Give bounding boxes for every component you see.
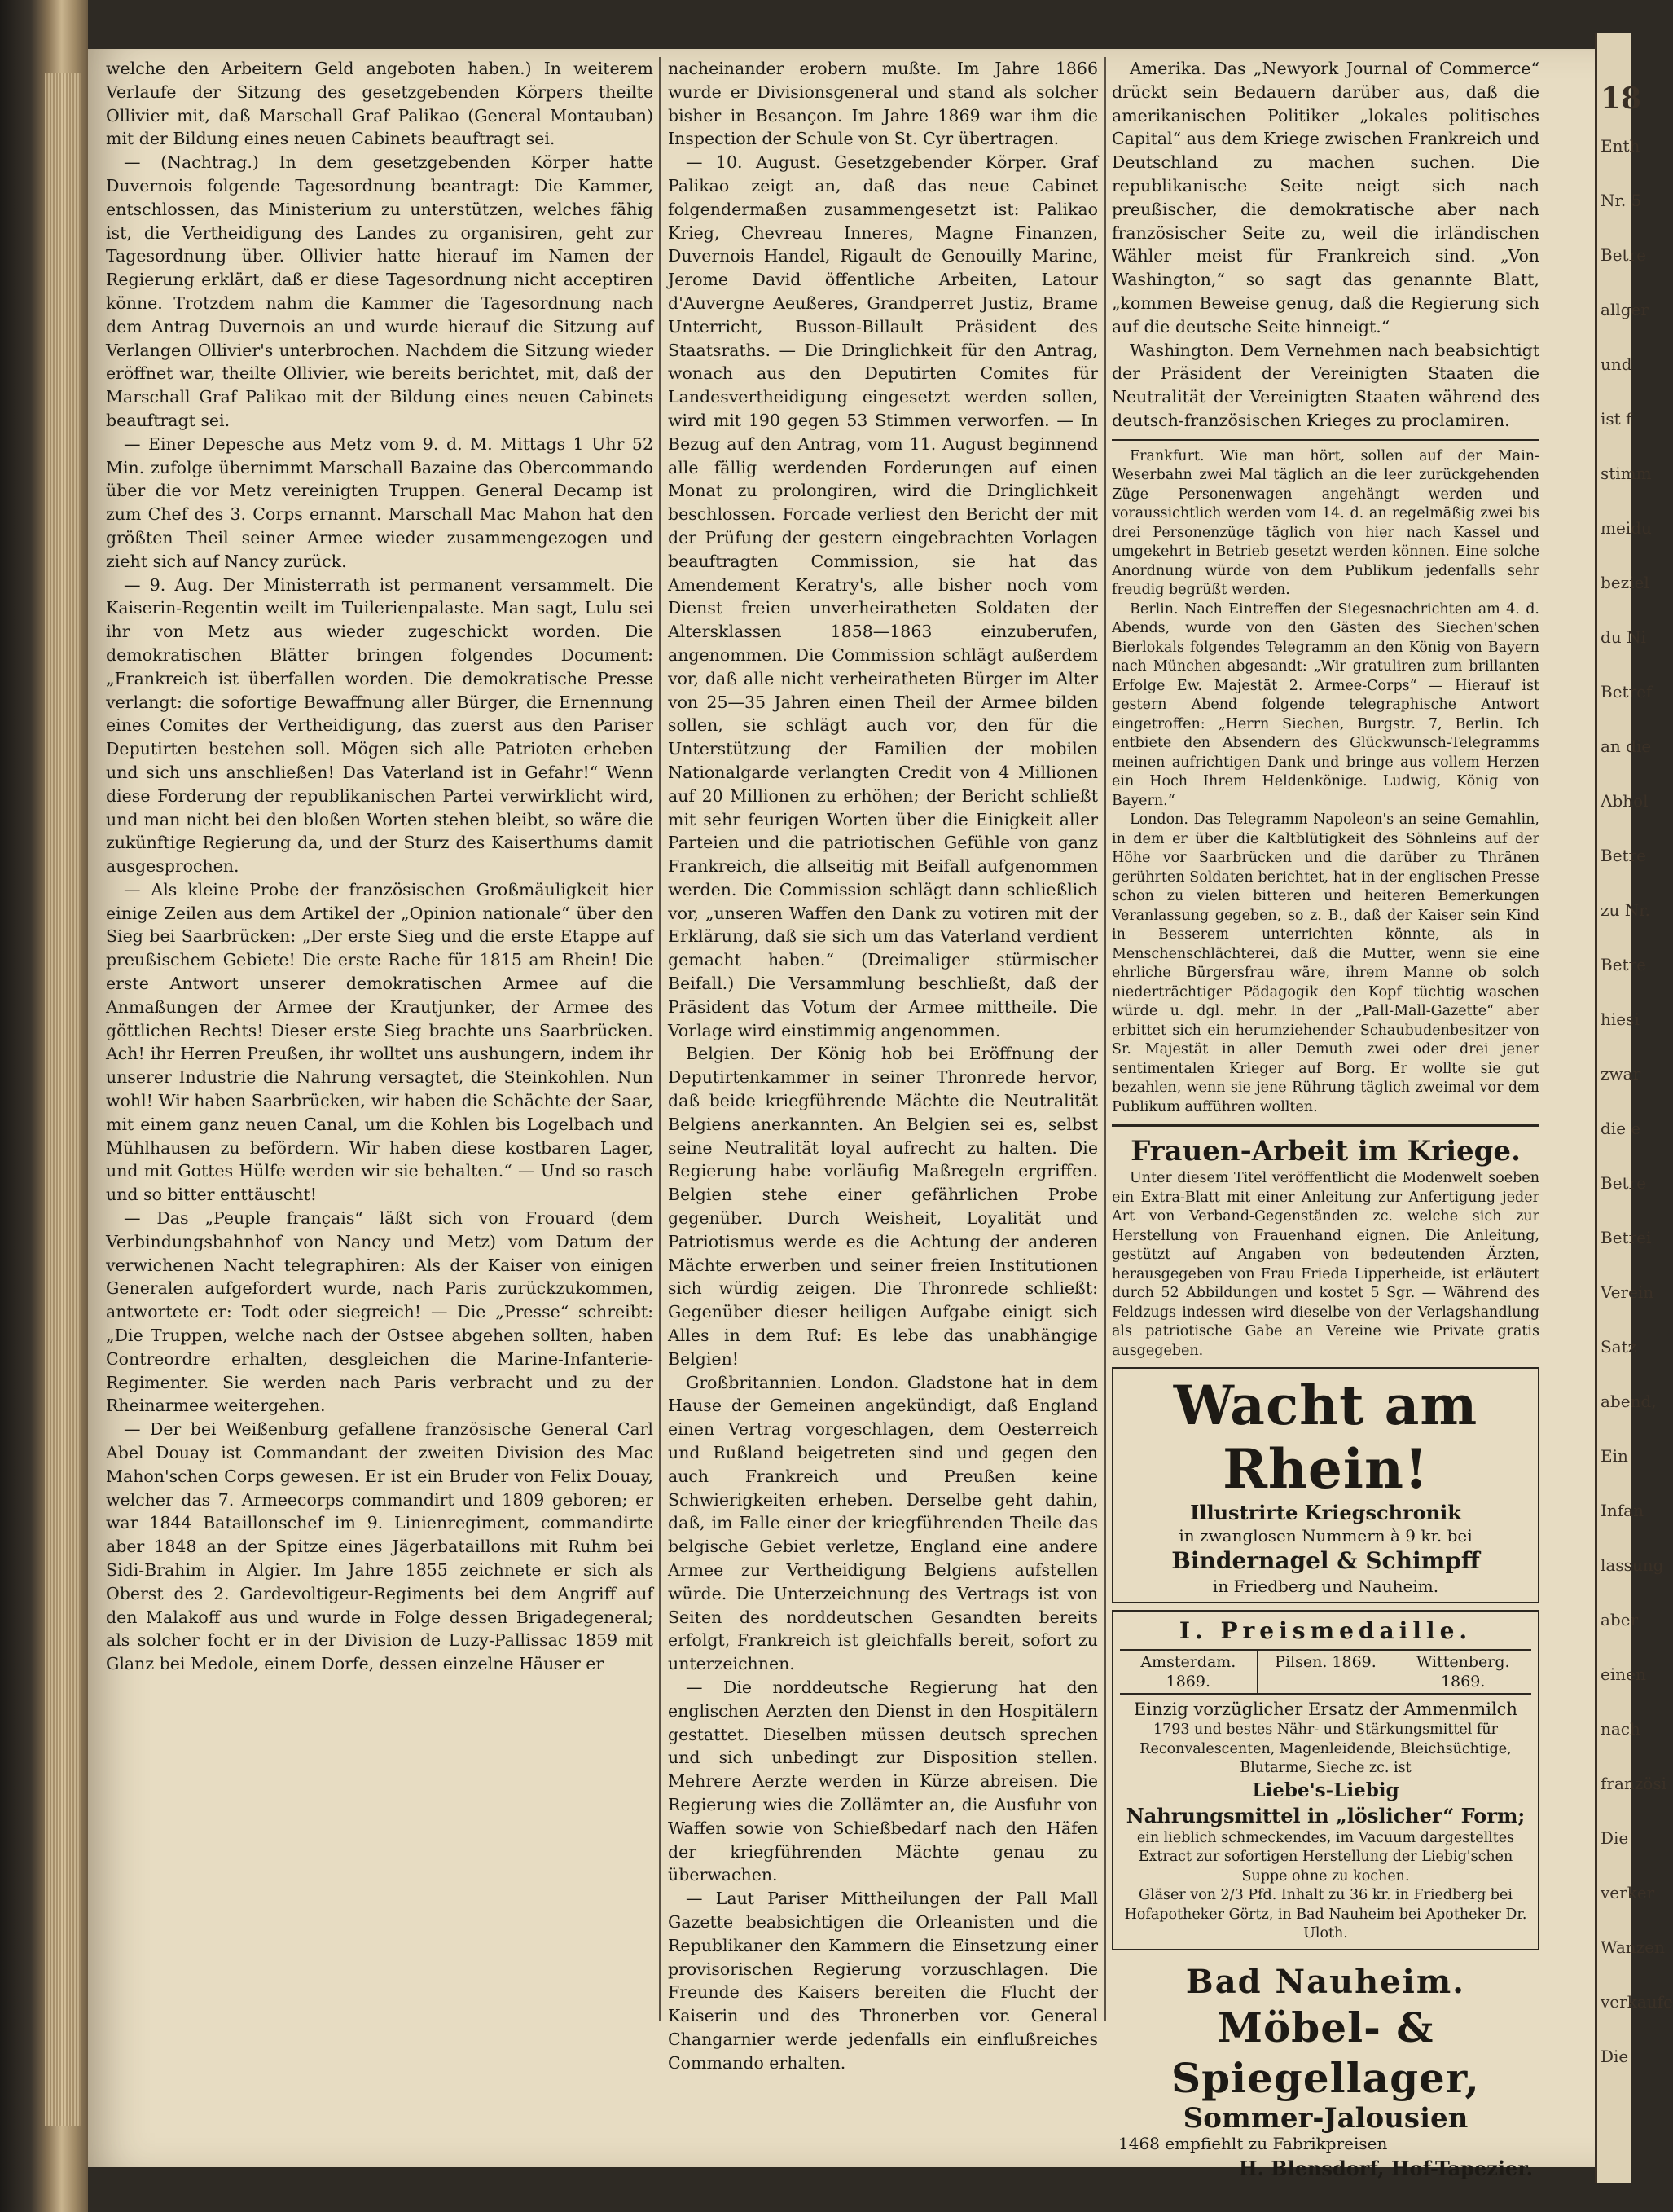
article-paragraph: — (Nachtrag.) In dem gesetzgebenden Körper hatte Duvernois folgende Tagesordnung beantragt: Die Kammer, entschlossen, das Ministerium zu unterstützen, welches fähig ist, die Vertheidigung des Landes zu organisiren, geht zur Tagesordnung über. Ollivier hatte hierauf im Namen der Regierung erklärt, daß er diese Tagesordnung nicht acceptiren könne. Trotzdem nahm die Kammer die Tagesordnung nach dem Antrag Duvernois an und wurde hierauf die Sitzung auf Verlangen Ollivier's unterbrochen. Nachdem die Sitzung wieder eröffnet war, theilte Ollivier, wie bereits berichtet, mit, daß der Marschall Graf Palikao mit der Bildung eines neuen Cabinets beauftragt sei. [106,152,653,430]
ad-wacht-am-rhein [1112,1367,1539,1603]
next-page-text-fragment: Betrei [1601,1228,1652,1247]
medal-cell: Pilsen. 1869. [1258,1651,1395,1693]
article-paragraph: — Die norddeutsche Regierung hat den englischen Aerzten den Dienst in den Hospitälern gestattet. Dieselben müssen deutsch sprechen und sich unbedingt zur Disposition stellen. Mehrere Aerzte werden in Kürze abreisen. Die Regierung wies die Zollämter an, die Ausfuhr von Waffen sowie von Schießbedarf nach den Häfen der kriegführenden Mächte genau zu überwachen. [668,1677,1098,1885]
liebig-name: Liebe's-Liebig [1252,1779,1399,1801]
ad-bad-nauheim [1112,1957,1539,2188]
next-page-text-fragment: lassung [1601,1555,1664,1575]
next-page-text-fragment: an die [1601,737,1652,756]
next-page-text-fragment: aber [1601,1610,1639,1629]
next-page-text-fragment: abend, [1601,1392,1657,1411]
ad-liebig [1112,1610,1539,1950]
article-paragraph: — Als kleine Probe der französischen Großmäuligkeit hier einige Zeilen aus dem Artikel der „Opinion nationale“ über den Sieg bei Saarbrücken: „Der erste Sieg und die erste Etappe auf preußischem Gebiete! Die erste Rache für 1815 am Rhein! Die erste Antwort unserer demokratischen Armee auf die Anmaßungen der Armee der Krautjunker, der Armee des göttlichen Rechts! Dieser erste Sieg brachte uns Saarbrücken. Ach! ihr Herren Preußen, ihr wolltet uns aushungern, indem ihr unserer Industrie die Nahrung versagtet, die Steinkohlen. Nun wohl! Wir haben Saarbrücken, wir haben die Schächte der Saar, mit einem ganz neuen Canal, um die Kohlen bis Logelbach und Mühlhausen zu befördern. Wir haben diese kostbaren Lager, und mit Gottes Hülfe werden wir sie behalten.“ — Und so rasch und so bitter enttäuscht! [106,879,653,1205]
column-rule-1 [659,57,661,2021]
article-paragraph: — 10. August. Gesetzgebender Körper. Graf Palikao zeigt an, daß das neue Cabinet folgendermaßen zusammengesetzt ist: Palikao Krieg, Chevreau Inneres, Magne Finanzen, Duvernois Handel, Rigault de Genouilly Marine, Jerome David öffentliche Arbeiten, Latour d'Auvergne Aeußeres, Grandperret Justiz, Brame Unterricht, Busson-Billault Präsident des Staatsraths. — Die Dringlichkeit für den Antrag, wonach aus den Deputirten Comites für Landesvertheidigung eingesetzt werden sollen, wird mit 190 gegen 53 Stimmen verworfen. — In Bezug auf den Antrag, vom 11. August beginnend alle fällig werdenden Forderungen auf einen Monat zu prolongiren, wird die Dringlichkeit beschlossen. Forcade verliest den Bericht der mit der Prüfung der gestern eingebrachten Vorlagen beauftragten Commission, sie hat das Amendement Keratry's, alle bisher noch vom Dienst freien unverheiratheten Soldaten der Altersklassen 1858—1863 einzuberufen, angenommen. Die Commission schlägt außerdem vor, daß alle nicht verheiratheten Bürger im Alter von 25—35 Jahren einen Theil der Armee bilden sollen, sie schlägt auch vor, den für die Unterstützung der Familien der mobilen Nationalgarde verlangten Credit von 4 Millionen auf 20 Millionen zu erhöhen; der Bericht schließt mit sehr feurigen Worten über die Einigkeit aller Parteien und die patriotischen Gefühle von ganz Frankreich, die allseitig mit Beifall aufgenommen werden. Die Commission schlägt dann schließlich vor, „unseren Waffen den Dank zu votiren mit der Erklärung, daß sie sich um das Vaterland verdient gemacht haben.“ (Dreimaliger stürmischer Beifall.) Die Versammlung beschließt, daß der Präsident das Votum der Armee mittheile. Die Vorlage wird einstimmig angenommen. [668,152,1098,1040]
section-rule [1112,439,1539,441]
liebig-text-1: 1793 und bestes Nähr- und Stärkungsmittel für Reconvalescenten, Magenleidende, Bleichsüchtige, Blutarme, Sieche zc. ist [1139,1722,1512,1777]
article-paragraph: — Das „Peuple français“ läßt sich von Frouard (dem Verbindungsbahnhof von Nancy und Metz) vom Datum der verwichenen Nacht telegraphiren: Als der Kaiser von einigen Generalen aufgefordert wurde, nach Paris zurückzukommen, antwortete er: Todt oder siegreich! — Die „Presse“ schreibt: „Die Truppen, welche nach der Ostsee abgehen sollten, haben Contreordre erhalten, desgleichen die Marine-Infanterie-Regimenter. Sie werden nach Paris verbracht und zu der Rheinarmee weitergehen. [106,1208,653,1416]
article-berlin: Berlin. Nach Eintreffen der Siegesnachrichten am 4. d. Abends, wurde von den Gästen des Siechen'schen Bierlokals folgendes Telegramm an den König von Bayern nach München abgesandt: „Wir gratuliren zum brillanten Erfolge Ew. Majestät 2. Armee-Corps“ — Hierauf ist gestern Abend folgende telegraphische Antwort eingetroffen: „Herrn Siechen, Burgstr. 7, Berlin. Ich entbiete den Absendern des Glückwunsch-Telegramms meinen aufrichtigen Dank und bringe aus vollem Herzen ein Hoch Ihrem Heldenkönige. Ludwig, König von Bayern.“ [1112,600,1539,809]
wacht-subtitle: Illustrirte Kriegschronik [1190,1501,1461,1525]
next-page-text-fragment: Infan [1601,1501,1644,1520]
liebig-head: Einzig vorzüglicher Ersatz der Ammenmilch [1134,1700,1517,1720]
liebig-text-3: Gläser von 2/3 Pfd. Inhalt zu 36 kr. in Friedberg bei Hofapotheker Görtz, in Bad Nauheim bei Apotheker Dr. Uloth. [1124,1887,1527,1942]
page-edge-stripes [45,73,81,2126]
book-binding-edge [0,0,88,2212]
medal-cell: Wittenberg. 1869. [1416,1653,1510,1691]
next-page-text-fragment: zu Nr. [1601,900,1650,920]
next-page-text-fragment: französi [1601,1774,1667,1793]
next-page-text-fragment: Verein [1601,1282,1654,1302]
nauheim-title: Bad Nauheim. [1185,1962,1466,2001]
article-paragraph: — 9. Aug. Der Ministerrath ist permanent versammelt. Die Kaiserin-Regentin weilt im Tuilerienpalaste. Man sagt, Lulu sei ihr von Metz aus wieder zugeschickt worden. Die demokratischen Blätter bringen folgendes Document: „Frankreich ist überfallen worden. Die demokratische Presse verlangt: die sofortige Bewaffnung aller Bürger, die Ernennung eines Comites der Vertheidigung, das zuerst aus den Pariser Deputirten bestehen soll. Mögen sich alle Patrioten erheben und sich uns anschließen! Das Vaterland ist in Gefahr!“ Wenn diese Forderung der republikanischen Partei verwirklicht wird, und man nicht bei den bloßen Worten stehen bleibt, so wäre die zukünftige Regierung da, und der Sturz des Kaiserthums damit ausgesprochen. [106,574,653,877]
next-page-text-fragment: Betref [1601,682,1653,701]
article-paragraph: Großbritannien. London. Gladstone hat in dem Hause der Gemeinen angekündigt, daß England einen Vertrag vorgeschlagen, dem Oesterreich und Rußland beigetreten sind und gegen den auch Frankreich und Preußen keine Schwierigkeiten erheben. Derselbe geht dahin, daß, im Falle einer der kriegführenden Theile das belgische Gebiet verletze, England eine andere Armee zur Vertheidigung Belgiens aufstellen würde. Die Unterzeichnung des Vertrags ist von Seiten des norddeutschen Gesandten bereits erfolgt, Frankreich ist gleichfalls bereit, sofort zu unterzeichnen. [668,1372,1098,1674]
article-amerika: Amerika. Das „Newyork Journal of Commerce“ drückt sein Bedauern darüber aus, daß die amerikanischen Politiker „lokales politisches Capital“ aus dem Kriege zwischen Frankreich und Deutschland zu machen suchen. Die republikanische Seite neigt sich nach preußischer, die demokratische aber nach französischer Seite zu, weil die irländischen Wähler meist für Frankreich sind. „Von Washington,“ so sagt das genannte Blatt, „kommen Beweise genug, daß die Regierung sich auf die deutsche Seite hinneigt.“ [1112,59,1539,336]
frauen-arbeit-text: Unter diesem Titel veröffentlicht die Modenwelt soeben ein Extra-Blatt mit einer Anleitung zur Anfertigung jeder Art von Verband-Gegenständen zc. welche sich zur Herstellung von Frauenhand eignen. Die Anleitung, gestützt auf Angaben von bedeutenden Ärzten, herausgegeben von Frau Frieda Lipperheide, ist erläutert durch 52 Abbildungen und kostet 5 Sgr. — Während des Feldzugs indessen wird dieselbe von der Verlagshandlung als patriotische Gabe an Vereine wie Private gratis ausgegeben. [1112,1170,1539,1359]
liebig-text-2: ein lieblich schmeckendes, im Vacuum dargestelltes Extract zur sofortigen Herstellung der Liebig'schen Suppe ohne zu kochen. [1136,1829,1515,1884]
next-page-text-fragment: meidu [1601,518,1652,538]
next-page-text-fragment: verkaufe [1601,1992,1673,2012]
next-page-text-fragment: Betre [1601,1173,1646,1193]
nauheim-firm: H. Blensdorf, Hof-Tapezier. [1238,2156,1533,2180]
article-paragraph: — Laut Pariser Mittheilungen der Pall Mall Gazette beabsichtigen die Orleanisten und die Republikaner den Kammern die Einsetzung einer provisorischen Regierung vorzuschlagen. Die Freunde des Kaisers bereiten die Flucht der Kaiserin und des Thronerben vor. General Changarnier werde jedenfalls ein einflußreiches Commando erhalten. [668,1889,1098,2073]
wacht-firm: Bindernagel & Schimpff [1171,1547,1480,1575]
next-page-text-fragment: allger [1601,300,1649,319]
nauheim-sub-2: Sommer-Jalousien [1183,2101,1469,2135]
article-london: London. Das Telegramm Napoleon's an seine Gemahlin, in dem er über die Kaltblütigkeit des Söhnleins auf der Höhe vor Saarbrücken und die darüber zu Thränen gerührten Soldaten berichtet, hat in der englischen Presse schon zu vielen bitteren und heiteren Bemerkungen Veranlassung gegeben, so z. B., daß der Kaiser sein Kind in Besserem unterrichten könnte, als in Menschenschlächterei, daß die Mutter, wenn sie eine ehrliche Bürgersfrau wäre, ihrem Manne ob solch niederträchtiger Pädagogik den Kopf tüchtig waschen würde u. dgl. mehr. In der „Pall-Mall-Gazette“ aber erbittet sich ein herumziehender Schaubudenbesitzer von Sr. Majestät in aller Demuth zwei oder drei jener sentimentalen Krieger auf Borg. Er wollte sie gut bezahlen, wenn sie jene Rührung täglich zweimal vor dem Publikum aufführen wollten. [1112,811,1539,1115]
next-page-text-fragment: und [1601,354,1632,374]
wacht-am-rhein-title: Wacht am Rhein! [1173,1374,1478,1502]
next-page-text-fragment: Betre [1601,955,1646,974]
next-page-text-fragment: nach [1601,1719,1640,1739]
column-3 [1112,57,1539,2180]
next-page-text-fragment: beziel [1601,573,1649,592]
wacht-place: in Friedberg und Nauheim. [1212,1577,1439,1597]
section-rule [1112,1124,1539,1127]
article-paragraph: Belgien. Der König hob bei Eröffnung der Deputirtenkammer in seiner Thronrede hervor, daß beide kriegführende Mächte die Neutralität Belgiens anerkannten. An Belgien sei es, selbst seine Neutralität loyal aufrecht zu halten. Die Regierung habe vorläufig Maßregeln ergriffen. Belgien stehe einer gefährlichen Probe gegenüber. Durch Weisheit, Loyalität und Patriotismus werde es die Achtung der anderen Mächte erwerben und seiner freien Institutionen sich würdig zeigen. Die Thronrede schließt: Gegenüber dieser heiligen Aufgabe einigt sich Alles in dem Ruf: Es lebe das unabhängige Belgien! [668,1044,1098,1369]
next-page-text-fragment: verker [1601,1883,1655,1902]
next-page-text-fragment: Nr. 5 [1601,191,1642,210]
nauheim-line: 1468 empfiehlt zu Fabrikpreisen [1118,2133,1388,2153]
next-page-text-fragment: hiesi [1601,1009,1640,1029]
article-paragraph: — Einer Depesche aus Metz vom 9. d. M. Mittags 1 Uhr 52 Min. zufolge übernimmt Marschall Bazaine das Obercommando über die vor Metz vereinigten Truppen. General Decamp ist zum Chef des 3. Corps ernannt. Marschall Mac Mahon hat den größten Theil seiner Armee wieder zusammengezogen und zieht sich auf Nancy zurück. [106,433,653,571]
article-frankfurt: Frankfurt. Wie man hört, sollen auf der Main-Weserbahn zwei Mal täglich an die leer zurückgehenden Züge Personenwagen angehängt werden und voraussichtlich werden vom 14. d. an regelmäßig zwei bis drei Personenzüge täglich von hier nach Kassel und umgekehrt in Betrieb gesetzt werden können. Eine solche Anordnung würde von dem Publikum jedenfalls sehr freudig begrüßt werden. [1112,447,1539,599]
column-rule-2 [1104,57,1106,2021]
next-page-text-fragment: Die [1601,2047,1629,2066]
next-page-text-fragment: die e [1601,1119,1641,1138]
next-page-text-fragment: Die [1601,1828,1629,1848]
article-paragraph: welche den Arbeitern Geld angeboten haben.) In weiterem Verlaufe der Sitzung des gesetzgebenden Körpers theilte Ollivier mit, daß Marschall Graf Palikao (General Montauban) mit der Bildung eines neuen Cabinets beauftragt sei. [106,59,653,149]
next-page-text-fragment: Betre [1601,245,1646,265]
column-2 [668,57,1098,2073]
column-1 [106,57,653,2021]
next-page-text-fragment: Ein [1601,1446,1628,1466]
article-washington: Washington. Dem Vernehmen nach beabsichtigt der Präsident der Vereinigten Staaten die Neutralität der Vereinigten Staaten während des deutsch-französischen Krieges zu proclamiren. [1112,340,1539,430]
next-page-text-fragment: ist f [1601,409,1632,429]
next-page-text-fragment: Wanzen [1601,1937,1665,1957]
nauheim-sub: Möbel- & Spiegellager, [1171,2003,1480,2102]
next-page-text-fragment: einen [1601,1664,1646,1684]
next-page-text-fragment: Abhol [1601,791,1649,811]
next-page-text-fragment: stimm [1601,464,1652,483]
next-page-fragment [1595,33,1673,2183]
next-page-text-fragment: Enth [1601,136,1640,156]
next-page-text-fragment: 18 [1601,81,1642,116]
next-page-text-fragment: du Ni [1601,627,1646,647]
frauen-arbeit-title: Frauen-Arbeit im Kriege. [1131,1135,1521,1168]
medal-grid [1120,1649,1531,1695]
next-page-text-fragment: Betre [1601,846,1646,865]
liebig-big: Nahrungsmittel in „löslicher“ Form; [1126,1803,1526,1827]
next-page-text-fragment: zwar [1601,1064,1641,1084]
article-paragraph: nacheinander erobern mußte. Im Jahre 1866 wurde er Divisionsgeneral und stand als solcher bisher in Besançon. Im Jahre 1869 war ihm die Inspection der Schule von St. Cyr übertragen. [668,59,1098,149]
article-paragraph: — Der bei Weißenburg gefallene französische General Carl Abel Douay ist Commandant der zweiten Division des Mac Mahon'schen Corps gewesen. Er ist ein Bruder von Felix Douay, welcher das 7. Armeecorps commandirt und 1809 geboren; er war 1844 Bataillonschef im 9. Linienregiment, commandirte aber 1848 an der Spitze eines Jägerbataillons mit Ruhm bei Sidi-Brahim in Algier. Im Jahre 1855 zeichnete er sich als Oberst des 2. Gardevoltigeur-Regiments bei dem Angriff auf den Malakoff aus und wurde in Folge dessen Brigadegeneral; als solcher focht er in der Division de Luzy-Pallissac 1859 mit Glanz bei Medole, einem Dorfe, dessen einzelne Häuser er [106,1419,653,1674]
next-page-text-fragment: Satz [1601,1337,1637,1357]
medal-cell: Amsterdam. 1869. [1120,1651,1258,1693]
wacht-line: in zwanglosen Nummern à 9 kr. bei [1179,1526,1473,1546]
medal-title: I. Preismedaille. [1179,1617,1473,1645]
